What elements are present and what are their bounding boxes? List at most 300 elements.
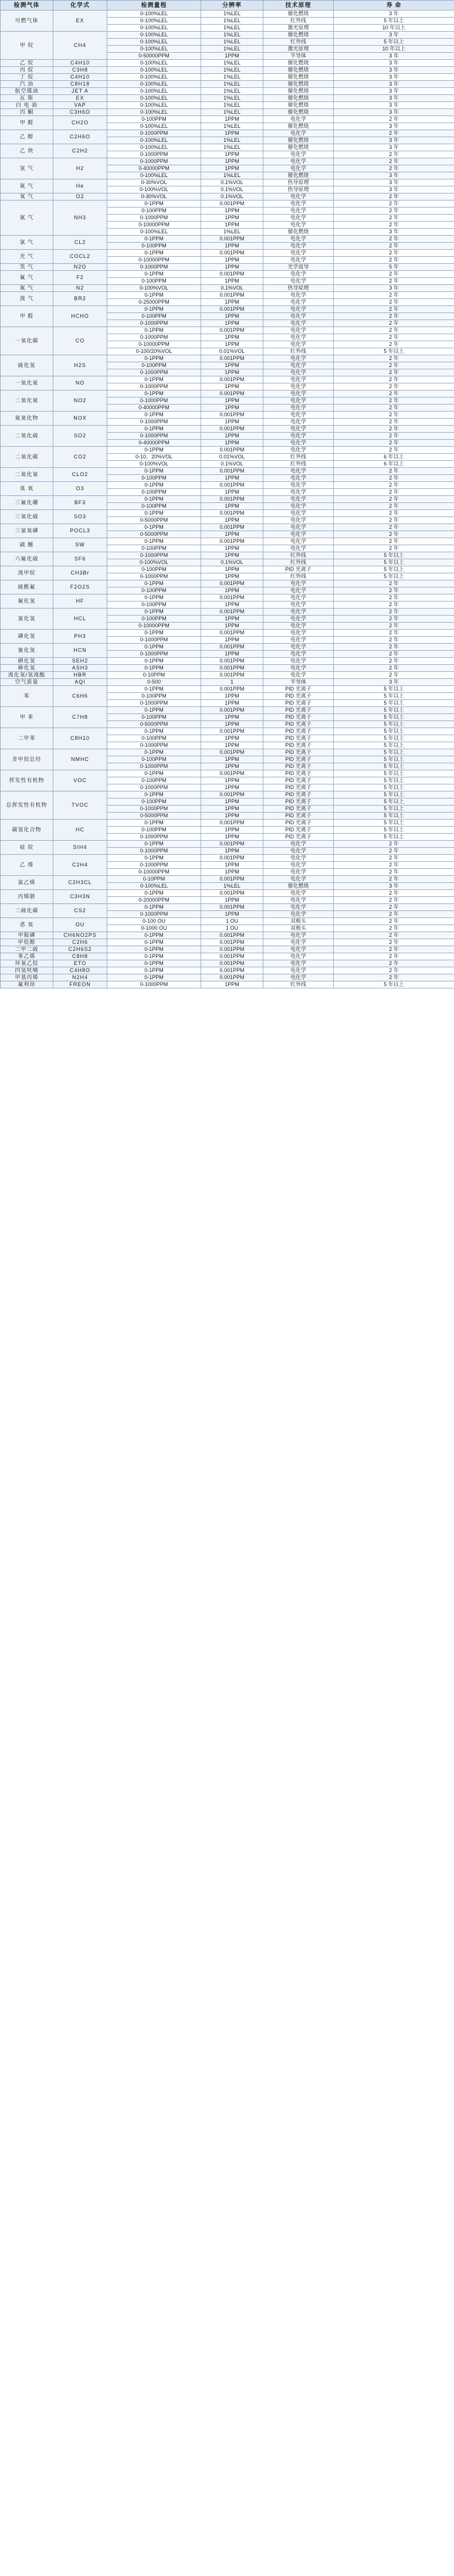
cell-technology: PID 光离子 bbox=[263, 742, 334, 749]
cell-resolution: 1PPM bbox=[201, 714, 263, 721]
cell-lifetime: 5 年以上 bbox=[334, 791, 454, 798]
cell-chemical-formula: CL2 bbox=[53, 236, 107, 250]
cell-resolution: 0.001PPM bbox=[201, 426, 263, 433]
cell-gas-name: 挥发性有机物 bbox=[1, 770, 53, 791]
table-row bbox=[1, 116, 454, 123]
cell-detection-range: 0-100%LEL bbox=[107, 11, 201, 18]
cell-technology: PID 光离子 bbox=[263, 749, 334, 756]
cell-technology: PID 光离子 bbox=[263, 820, 334, 827]
table-row bbox=[1, 939, 454, 946]
cell-detection-range: 0-1PPM bbox=[107, 749, 201, 756]
table-row bbox=[1, 271, 454, 278]
table-row bbox=[1, 918, 454, 925]
cell-lifetime: 2 年 bbox=[334, 292, 454, 299]
cell-chemical-formula: AQI bbox=[53, 679, 107, 686]
table-row bbox=[1, 412, 454, 419]
table-row bbox=[1, 665, 454, 672]
cell-detection-range: 0-100%LEL bbox=[107, 102, 201, 109]
cell-lifetime: 3 年 bbox=[334, 74, 454, 81]
cell-chemical-formula: H2 bbox=[53, 158, 107, 179]
cell-technology: 电化学 bbox=[263, 897, 334, 904]
cell-lifetime: 2 年 bbox=[334, 953, 454, 960]
cell-lifetime: 2 年 bbox=[334, 369, 454, 376]
cell-detection-range: 0-10PPM bbox=[107, 672, 201, 679]
cell-gas-name: 环氧乙烷 bbox=[1, 960, 53, 967]
cell-technology: 电化学 bbox=[263, 601, 334, 609]
table-row bbox=[1, 355, 454, 362]
cell-lifetime: 2 年 bbox=[334, 271, 454, 278]
cell-detection-range: 0-10000PPM bbox=[107, 257, 201, 264]
cell-lifetime: 2 年 bbox=[334, 376, 454, 383]
cell-resolution: 1PPM bbox=[201, 798, 263, 806]
cell-technology: 光学波导 bbox=[263, 264, 334, 271]
cell-technology: PID 光离子 bbox=[263, 700, 334, 707]
cell-gas-name: 氯化氢 bbox=[1, 609, 53, 630]
cell-lifetime: 5 年以上 bbox=[334, 559, 454, 566]
cell-technology: PID 光离子 bbox=[263, 707, 334, 714]
cell-detection-range: 0-1PPM bbox=[107, 707, 201, 714]
table-row bbox=[1, 876, 454, 883]
table-row bbox=[1, 193, 454, 200]
cell-chemical-formula: C8H8 bbox=[53, 953, 107, 960]
cell-detection-range: 0-100%LEL bbox=[107, 144, 201, 151]
cell-gas-name: 硫化氢 bbox=[1, 355, 53, 376]
cell-lifetime: 2 年 bbox=[334, 419, 454, 426]
cell-gas-name: 硅 烷 bbox=[1, 841, 53, 855]
cell-resolution: 0.001PPM bbox=[201, 644, 263, 651]
cell-resolution: 1PPM bbox=[201, 334, 263, 341]
cell-lifetime: 2 年 bbox=[334, 974, 454, 981]
spec-table bbox=[0, 0, 454, 988]
cell-technology: 电化学 bbox=[263, 911, 334, 918]
table-row bbox=[1, 855, 454, 862]
table-row bbox=[1, 468, 454, 475]
cell-lifetime: 3 年 bbox=[334, 229, 454, 236]
cell-detection-range: 0-1000PPM bbox=[107, 848, 201, 855]
cell-resolution: 0.001PPM bbox=[201, 376, 263, 383]
cell-resolution: 1PPM bbox=[201, 299, 263, 306]
cell-lifetime: 2 年 bbox=[334, 278, 454, 285]
cell-technology: 电化学 bbox=[263, 510, 334, 517]
cell-lifetime: 2 年 bbox=[334, 594, 454, 601]
cell-gas-name: 一氧化氮 bbox=[1, 376, 53, 390]
cell-detection-range: 0-100PPM bbox=[107, 566, 201, 573]
cell-resolution: 1%LEL bbox=[201, 74, 263, 81]
cell-lifetime: 5 年以上 bbox=[334, 820, 454, 827]
cell-detection-range: 0-1000PPM bbox=[107, 397, 201, 405]
cell-detection-range: 0-1PPM bbox=[107, 250, 201, 257]
cell-technology: 电化学 bbox=[263, 644, 334, 651]
cell-gas-name: 丙 酮 bbox=[1, 109, 53, 116]
table-row bbox=[1, 426, 454, 433]
cell-gas-name: 氟化氢 bbox=[1, 594, 53, 609]
cell-technology: 热导原理 bbox=[263, 186, 334, 193]
cell-technology: 电化学 bbox=[263, 193, 334, 200]
cell-detection-range: 0-100%LEL bbox=[107, 60, 201, 67]
cell-chemical-formula: He bbox=[53, 179, 107, 193]
cell-technology: 电化学 bbox=[263, 355, 334, 362]
cell-lifetime: 2 年 bbox=[334, 222, 454, 229]
cell-technology: 电化学 bbox=[263, 967, 334, 974]
cell-technology: 红外线 bbox=[263, 39, 334, 46]
cell-technology: 电化学 bbox=[263, 651, 334, 658]
cell-detection-range: 0-1000PPM bbox=[107, 264, 201, 271]
cell-technology: 电化学 bbox=[263, 869, 334, 876]
cell-technology: 红外线 bbox=[263, 981, 334, 988]
cell-technology: 电化学 bbox=[263, 158, 334, 165]
cell-resolution: 1PPM bbox=[201, 475, 263, 482]
cell-technology: 电化学 bbox=[263, 587, 334, 594]
cell-detection-range: 0-1000 OU bbox=[107, 925, 201, 932]
table-row bbox=[1, 236, 454, 243]
cell-resolution: 0.1%VOL bbox=[201, 193, 263, 200]
cell-resolution: 0.001PPM bbox=[201, 609, 263, 616]
cell-lifetime: 5 年以上 bbox=[334, 348, 454, 355]
cell-technology: 红外线 bbox=[263, 552, 334, 559]
cell-resolution: 1PPM bbox=[201, 651, 263, 658]
table-row bbox=[1, 932, 454, 939]
col-header-life: 寿 命 bbox=[334, 1, 454, 11]
cell-lifetime: 2 年 bbox=[334, 341, 454, 348]
cell-resolution: 1PPM bbox=[201, 243, 263, 250]
cell-detection-range: 0-100PPM bbox=[107, 616, 201, 623]
cell-resolution: 0.001PPM bbox=[201, 960, 263, 967]
cell-gas-name: 氰化氢 bbox=[1, 644, 53, 658]
cell-resolution: 1%LEL bbox=[201, 123, 263, 130]
cell-resolution: 1PPM bbox=[201, 813, 263, 820]
cell-chemical-formula: HCN bbox=[53, 644, 107, 658]
cell-gas-name: 氟 气 bbox=[1, 271, 53, 285]
cell-technology: 催化燃烧 bbox=[263, 32, 334, 39]
table-header-row bbox=[1, 1, 454, 11]
cell-lifetime: 3 年 bbox=[334, 109, 454, 116]
cell-lifetime: 3 年 bbox=[334, 88, 454, 95]
cell-lifetime: 3 年 bbox=[334, 60, 454, 67]
cell-resolution: 0.001PPM bbox=[201, 327, 263, 334]
cell-detection-range: 0-100%LEL bbox=[107, 172, 201, 179]
cell-chemical-formula: SF6 bbox=[53, 552, 107, 566]
cell-technology: 电化学 bbox=[263, 447, 334, 454]
cell-technology: 电化学 bbox=[263, 974, 334, 981]
cell-resolution: 0.001PPM bbox=[201, 707, 263, 714]
cell-detection-range: 0-1PPM bbox=[107, 890, 201, 897]
cell-resolution: 0.001PPM bbox=[201, 820, 263, 827]
cell-resolution: 1PPM bbox=[201, 116, 263, 123]
cell-technology: 电化学 bbox=[263, 848, 334, 855]
cell-detection-range: 0-1000PPM bbox=[107, 158, 201, 165]
cell-detection-range: 0-1PPM bbox=[107, 770, 201, 777]
cell-lifetime: 5 年以上 bbox=[334, 735, 454, 742]
cell-lifetime: 2 年 bbox=[334, 960, 454, 967]
cell-detection-range: 0-1PPM bbox=[107, 974, 201, 981]
cell-detection-range: 0-5000PPM bbox=[107, 721, 201, 728]
table-row bbox=[1, 292, 454, 299]
cell-resolution: 0.001PPM bbox=[201, 841, 263, 848]
cell-resolution: 1PPM bbox=[201, 489, 263, 496]
cell-gas-name: 恶 臭 bbox=[1, 918, 53, 932]
cell-detection-range: 0-1PPM bbox=[107, 412, 201, 419]
cell-detection-range: 0-50000PPM bbox=[107, 53, 201, 60]
cell-lifetime: 2 年 bbox=[334, 306, 454, 313]
cell-technology: 电化学 bbox=[263, 524, 334, 531]
cell-lifetime: 2 年 bbox=[334, 165, 454, 172]
cell-chemical-formula: POCL3 bbox=[53, 524, 107, 538]
cell-chemical-formula: N2 bbox=[53, 285, 107, 292]
cell-chemical-formula: N2H4 bbox=[53, 974, 107, 981]
cell-lifetime: 2 年 bbox=[334, 257, 454, 264]
cell-lifetime: 3 年 bbox=[334, 679, 454, 686]
cell-chemical-formula: CLO2 bbox=[53, 468, 107, 482]
cell-detection-range: 0-100%LEL bbox=[107, 88, 201, 95]
cell-resolution: 0.001PPM bbox=[201, 594, 263, 601]
cell-resolution: 0.001PPM bbox=[201, 630, 263, 637]
cell-detection-range: 0-1PPM bbox=[107, 953, 201, 960]
cell-resolution: 0.001PPM bbox=[201, 932, 263, 939]
cell-lifetime: 2 年 bbox=[334, 468, 454, 475]
cell-lifetime: 5 年以上 bbox=[334, 763, 454, 770]
cell-technology: 催化燃烧 bbox=[263, 883, 334, 890]
cell-technology: 电化学 bbox=[263, 278, 334, 285]
cell-gas-name: 氨 气 bbox=[1, 200, 53, 236]
cell-chemical-formula: SEH2 bbox=[53, 658, 107, 665]
cell-technology: 半导体 bbox=[263, 679, 334, 686]
table-row bbox=[1, 679, 454, 686]
cell-resolution: 1%LEL bbox=[201, 144, 263, 151]
cell-resolution: 1PPM bbox=[201, 369, 263, 376]
cell-technology: 催化燃烧 bbox=[263, 137, 334, 144]
table-body bbox=[1, 11, 454, 988]
cell-gas-name: 甲 烷 bbox=[1, 32, 53, 60]
cell-lifetime: 2 年 bbox=[334, 848, 454, 855]
cell-chemical-formula: C3H6O bbox=[53, 109, 107, 116]
cell-technology: 催化燃烧 bbox=[263, 102, 334, 109]
table-row bbox=[1, 974, 454, 981]
table-row bbox=[1, 102, 454, 109]
table-row bbox=[1, 967, 454, 974]
cell-detection-range: 0-1PPM bbox=[107, 510, 201, 517]
cell-detection-range: 0-100PPM bbox=[107, 116, 201, 123]
cell-detection-range: 0-100%LEL bbox=[107, 883, 201, 890]
cell-lifetime: 2 年 bbox=[334, 250, 454, 257]
table-row bbox=[1, 11, 454, 18]
cell-detection-range: 0-40000PPM bbox=[107, 165, 201, 172]
table-row bbox=[1, 376, 454, 383]
table-row bbox=[1, 609, 454, 616]
cell-gas-name: 氧 气 bbox=[1, 193, 53, 200]
cell-gas-name: 氟利昂 bbox=[1, 981, 53, 988]
cell-gas-name: 丙 烷 bbox=[1, 67, 53, 74]
cell-lifetime: 5 年以上 bbox=[334, 728, 454, 735]
cell-lifetime: 5 年以上 bbox=[334, 813, 454, 820]
cell-gas-name: 三氧化硫 bbox=[1, 510, 53, 524]
cell-detection-range: 0-1PPM bbox=[107, 271, 201, 278]
cell-chemical-formula: SO3 bbox=[53, 510, 107, 524]
cell-lifetime: 2 年 bbox=[334, 383, 454, 390]
cell-detection-range: 0-1PPM bbox=[107, 390, 201, 397]
cell-resolution: 1PPM bbox=[201, 278, 263, 285]
table-row bbox=[1, 179, 454, 186]
cell-detection-range: 0-100%VOL bbox=[107, 461, 201, 468]
cell-resolution: 1PPM bbox=[201, 151, 263, 158]
cell-gas-name: 乙 醇 bbox=[1, 130, 53, 144]
cell-chemical-formula: C7H8 bbox=[53, 707, 107, 728]
cell-resolution: 1PPM bbox=[201, 784, 263, 791]
cell-lifetime: 2 年 bbox=[334, 869, 454, 876]
table-row bbox=[1, 81, 454, 88]
cell-technology: 红外线 bbox=[263, 18, 334, 25]
cell-lifetime: 2 年 bbox=[334, 897, 454, 904]
cell-detection-range: 0-1000PPM bbox=[107, 320, 201, 327]
cell-detection-range: 0-100PPM bbox=[107, 798, 201, 806]
cell-detection-range: 0-1PPM bbox=[107, 327, 201, 334]
cell-resolution: 1%LEL bbox=[201, 46, 263, 53]
cell-detection-range: 0-100%LEL bbox=[107, 67, 201, 74]
cell-lifetime: 2 年 bbox=[334, 320, 454, 327]
cell-lifetime: 2 年 bbox=[334, 545, 454, 552]
cell-technology: 电化学 bbox=[263, 250, 334, 257]
cell-resolution: 1PPM bbox=[201, 397, 263, 405]
cell-lifetime: 2 年 bbox=[334, 299, 454, 306]
cell-chemical-formula: VAP bbox=[53, 102, 107, 109]
cell-lifetime: 3 年 bbox=[334, 67, 454, 74]
table-row bbox=[1, 981, 454, 988]
cell-lifetime: 2 年 bbox=[334, 405, 454, 412]
cell-resolution: 1PPM bbox=[201, 721, 263, 728]
cell-detection-range: 0-100%LEL bbox=[107, 95, 201, 102]
cell-detection-range: 0-100%LEL bbox=[107, 39, 201, 46]
cell-lifetime: 2 年 bbox=[334, 580, 454, 587]
cell-lifetime: 5 年以上 bbox=[334, 566, 454, 573]
cell-technology: 电化学 bbox=[263, 503, 334, 510]
cell-detection-range: 0-100%LEL bbox=[107, 109, 201, 116]
cell-gas-name: 甲胺磷 bbox=[1, 932, 53, 939]
cell-lifetime: 10 年以上 bbox=[334, 46, 454, 53]
cell-detection-range: 0-40000PPM bbox=[107, 440, 201, 447]
cell-technology: 红外线 bbox=[263, 348, 334, 355]
cell-chemical-formula: CO bbox=[53, 327, 107, 355]
cell-detection-range: 0-1000PPM bbox=[107, 334, 201, 341]
cell-technology: 电化学 bbox=[263, 271, 334, 278]
cell-technology: 电化学 bbox=[263, 412, 334, 419]
cell-chemical-formula: NO bbox=[53, 376, 107, 390]
cell-chemical-formula: SIH4 bbox=[53, 841, 107, 855]
cell-resolution: 1%LEL bbox=[201, 102, 263, 109]
cell-resolution: 1PPM bbox=[201, 587, 263, 594]
cell-technology: 电化学 bbox=[263, 369, 334, 376]
table-row bbox=[1, 306, 454, 313]
cell-lifetime: 2 年 bbox=[334, 672, 454, 679]
table-row bbox=[1, 791, 454, 798]
cell-lifetime: 2 年 bbox=[334, 658, 454, 665]
cell-technology: 双极头 bbox=[263, 918, 334, 925]
cell-lifetime: 2 年 bbox=[334, 862, 454, 869]
cell-technology: 催化燃烧 bbox=[263, 123, 334, 130]
cell-detection-range: 0-500 bbox=[107, 679, 201, 686]
cell-technology: 电化学 bbox=[263, 616, 334, 623]
table-row bbox=[1, 538, 454, 545]
cell-resolution: 1PPM bbox=[201, 806, 263, 813]
cell-gas-name: 硒化氢 bbox=[1, 658, 53, 665]
cell-technology: 电化学 bbox=[263, 580, 334, 587]
cell-technology: PID 光离子 bbox=[263, 714, 334, 721]
cell-technology: 电化学 bbox=[263, 292, 334, 299]
cell-resolution: 0.001PPM bbox=[201, 855, 263, 862]
cell-resolution: 0.001PPM bbox=[201, 306, 263, 313]
cell-lifetime: 2 年 bbox=[334, 932, 454, 939]
cell-chemical-formula: CH3Br bbox=[53, 566, 107, 580]
cell-chemical-formula: FREON bbox=[53, 981, 107, 988]
cell-gas-name: 甲 苯 bbox=[1, 707, 53, 728]
cell-lifetime: 2 年 bbox=[334, 609, 454, 616]
cell-detection-range: 0-1PPM bbox=[107, 960, 201, 967]
cell-lifetime: 3 年 bbox=[334, 186, 454, 193]
cell-technology: 激光原理 bbox=[263, 25, 334, 32]
cell-chemical-formula: C4H8O bbox=[53, 967, 107, 974]
cell-lifetime: 2 年 bbox=[334, 447, 454, 454]
cell-detection-range: 0-1PPM bbox=[107, 630, 201, 637]
cell-gas-name: 瓦 斯 bbox=[1, 95, 53, 102]
cell-lifetime: 2 年 bbox=[334, 890, 454, 897]
cell-lifetime: 3 年 bbox=[334, 81, 454, 88]
cell-chemical-formula: SW bbox=[53, 538, 107, 552]
cell-lifetime: 2 年 bbox=[334, 215, 454, 222]
cell-resolution: 0.001PPM bbox=[201, 728, 263, 735]
cell-technology: 电化学 bbox=[263, 362, 334, 369]
cell-resolution: 1%LEL bbox=[201, 95, 263, 102]
cell-detection-range: 0-1000PPM bbox=[107, 130, 201, 137]
cell-technology: 催化燃烧 bbox=[263, 81, 334, 88]
cell-detection-range: 0-100%LEL bbox=[107, 25, 201, 32]
cell-technology: 电化学 bbox=[263, 426, 334, 433]
table-row bbox=[1, 200, 454, 208]
cell-gas-name: 乙 炔 bbox=[1, 144, 53, 158]
table-row bbox=[1, 686, 454, 693]
cell-resolution: 0.01%VOL bbox=[201, 348, 263, 355]
cell-detection-range: 0-5000PPM bbox=[107, 517, 201, 524]
cell-detection-range: 0-1PPM bbox=[107, 658, 201, 665]
cell-resolution: 1PPM bbox=[201, 517, 263, 524]
cell-gas-name: 二氧化硫 bbox=[1, 426, 53, 447]
cell-detection-range: 0-1000PPM bbox=[107, 911, 201, 918]
cell-chemical-formula: CS2 bbox=[53, 904, 107, 918]
cell-technology: 电化学 bbox=[263, 243, 334, 250]
cell-technology: 电化学 bbox=[263, 890, 334, 897]
cell-resolution: 1PPM bbox=[201, 215, 263, 222]
cell-detection-range: 0-100PPM bbox=[107, 601, 201, 609]
cell-resolution: 1%LEL bbox=[201, 18, 263, 25]
cell-resolution: 1PPM bbox=[201, 827, 263, 834]
cell-resolution: 1PPM bbox=[201, 503, 263, 510]
cell-lifetime: 2 年 bbox=[334, 151, 454, 158]
cell-resolution: 0.001PPM bbox=[201, 538, 263, 545]
cell-resolution: 1PPM bbox=[201, 362, 263, 369]
cell-technology: 电化学 bbox=[263, 637, 334, 644]
cell-resolution: 1%LEL bbox=[201, 229, 263, 236]
cell-detection-range: 0-1PPM bbox=[107, 939, 201, 946]
cell-resolution: 1 OU bbox=[201, 918, 263, 925]
cell-resolution: 1PPM bbox=[201, 53, 263, 60]
table-row bbox=[1, 644, 454, 651]
table-row bbox=[1, 130, 454, 137]
cell-technology: 电化学 bbox=[263, 672, 334, 679]
cell-gas-name: 光 气 bbox=[1, 250, 53, 264]
cell-resolution: 1%LEL bbox=[201, 60, 263, 67]
cell-gas-name: 甲烷醇 bbox=[1, 939, 53, 946]
cell-resolution: 0.1%VOL bbox=[201, 285, 263, 292]
cell-detection-range: 0-10000PPM bbox=[107, 341, 201, 348]
cell-lifetime: 2 年 bbox=[334, 489, 454, 496]
cell-lifetime: 2 年 bbox=[334, 623, 454, 630]
